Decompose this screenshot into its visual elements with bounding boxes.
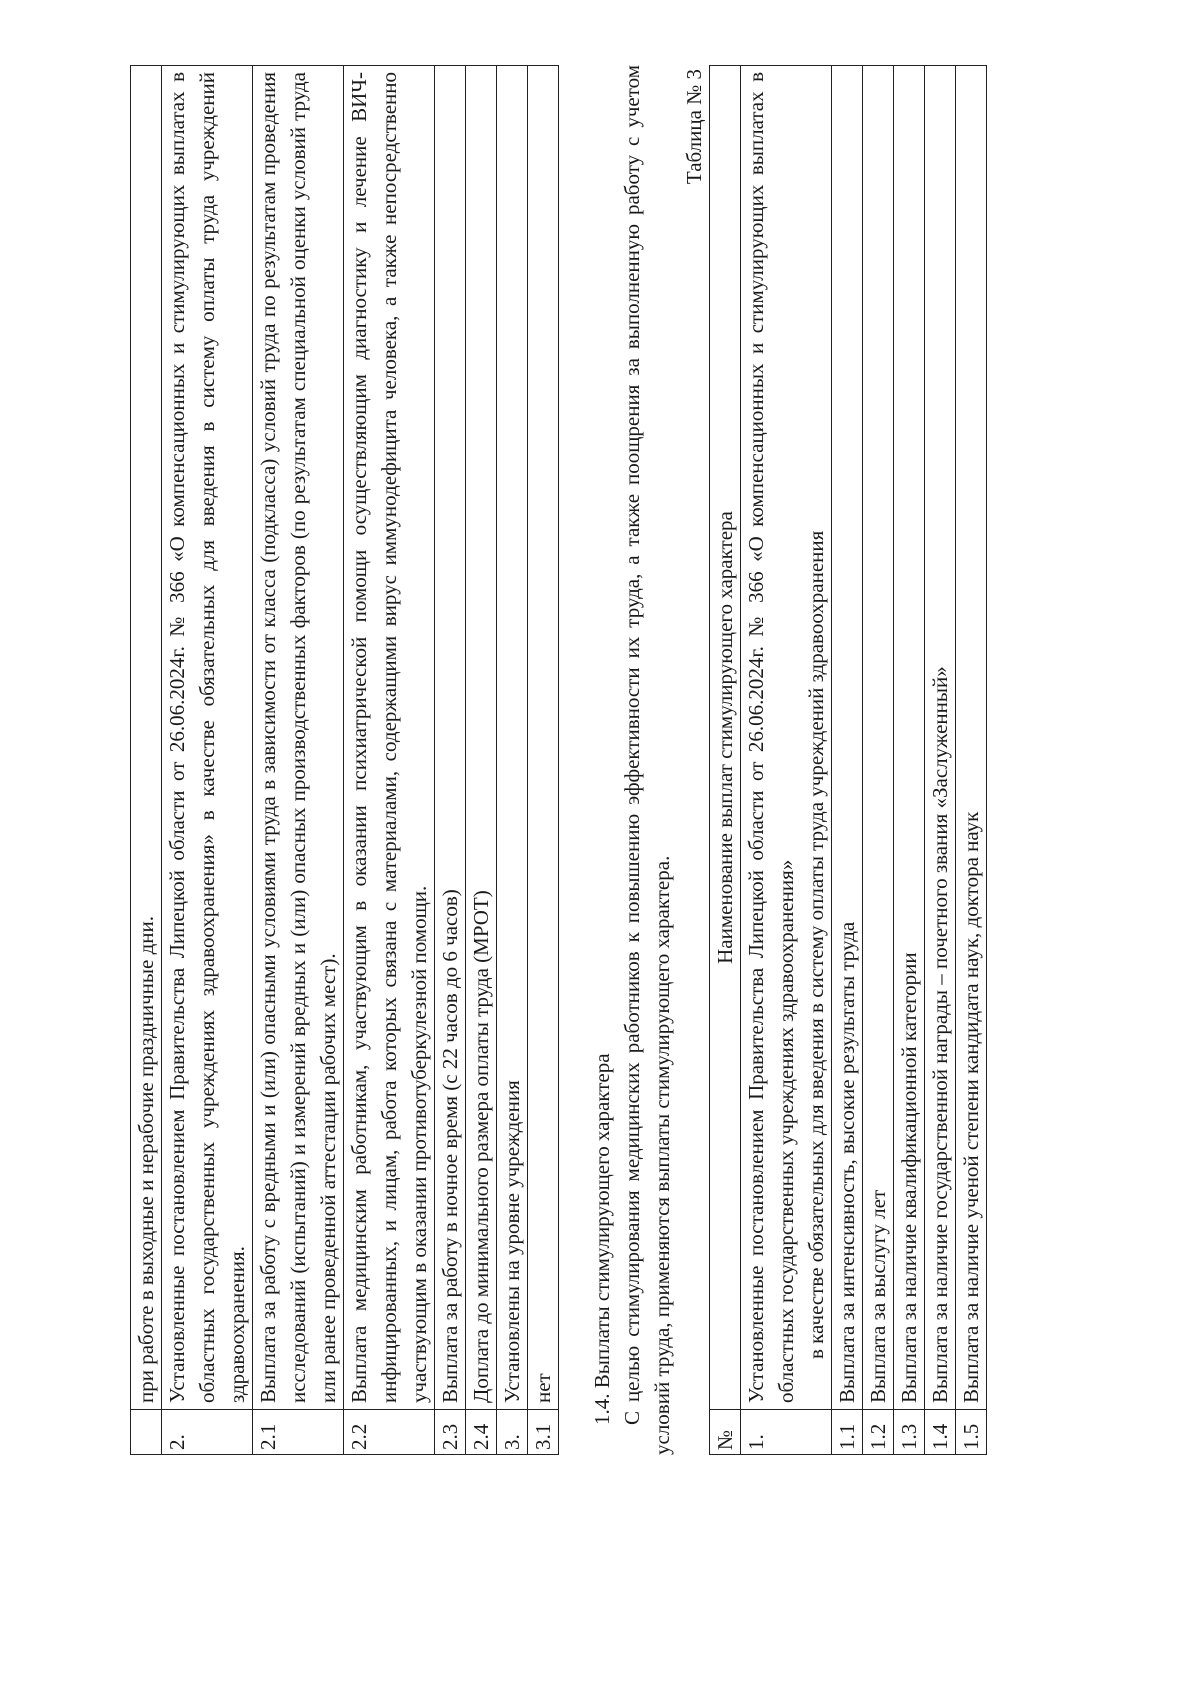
row-number: 2.4 (466, 1410, 497, 1455)
row-number: 2.3 (435, 1410, 466, 1455)
row-text: Выплата за выслугу лет (863, 66, 894, 1410)
header-name: Наименование выплат стимулирующего характера (710, 66, 741, 1410)
row-text: Выплата за наличие ученой степени кандидата наук, доктора наук (956, 66, 987, 1410)
table-row (832, 66, 863, 1455)
table-row (253, 66, 344, 1455)
table-row (863, 66, 894, 1455)
row-number: 1.4 (925, 1410, 956, 1455)
table-row (741, 66, 832, 1455)
row-number: 2.1 (253, 1410, 344, 1455)
row-text (741, 66, 832, 1410)
row-text: Выплата за наличие государственной награды – почетного звания «Заслуженный» (925, 66, 956, 1410)
table-row (528, 66, 559, 1455)
table-row (466, 66, 497, 1455)
table-caption: Таблица № 3 (682, 69, 706, 185)
row-text: Доплата до минимального размера оплаты труда (МРОТ) (466, 66, 497, 1410)
section-intro: С целью стимулирования медицинских работников к повышению эффективности их труда, а также поощрения за выполненную работу с учетом условий труда, применяются выплаты стимулирующего характера. (620, 65, 674, 1455)
row-text: Выплата за работу с вредными и (или) опасными условиями труда в зависимости от класса (подкласса) условий труда по результатам проведения исследований (испытаний) и измерений вредных и (или) опасных производственных факторов (по результатам специальной оценки условий труда или ранее проведенной аттестации рабочих мест). (253, 66, 344, 1410)
row-number (131, 1410, 162, 1455)
row-text: Установленные постановлением Правительства Липецкой области от 26.06.2024г. № 366 «О компенсационных и стимулирующих выплатах в областных государственных учреждениях здравоохранения» в качестве обязательных для введения в систему оплаты труда учреждений здравоохранения. (162, 66, 253, 1410)
row-text: Выплата за интенсивность, высокие результаты труда (832, 66, 863, 1410)
incentive-payments-table (709, 65, 987, 1455)
table-header-row (710, 66, 741, 1455)
row-number: 1.5 (956, 1410, 987, 1455)
rotated-content (130, 65, 983, 1455)
row-text: Выплата за наличие квалификационной категории (894, 66, 925, 1410)
table-row (131, 66, 162, 1455)
table-row (497, 66, 528, 1455)
row-text: Выплата медицинским работникам, участвующим в оказании психиатрической помощи осуществляющим диагностику и лечение ВИЧ-инфицированных, и лицам, работа которых связана с материалами, содержащими вирус иммунодефицита человека, а также непосредственно участвующим в оказании противотуберкулезной помощи. (344, 66, 435, 1410)
row-number: 3.1 (528, 1410, 559, 1455)
table-row (435, 66, 466, 1455)
table-row (894, 66, 925, 1455)
table-row (956, 66, 987, 1455)
row-number: 1.1 (832, 1410, 863, 1455)
row-number: 1.3 (894, 1410, 925, 1455)
header-number: № (710, 1410, 741, 1455)
compensation-payments-table (130, 65, 559, 1455)
row-text-continuation: в качестве обязательных для введения в систему оплаты труда учреждений здравоохранения (804, 530, 828, 1359)
table-row (344, 66, 435, 1455)
section-title: 1.4. Выплаты стимулирующего характера (590, 1053, 614, 1425)
row-text: Установлены на уровне учреждения (497, 66, 528, 1410)
row-number: 3. (497, 1410, 528, 1455)
row-text: нет (528, 66, 559, 1410)
row-text: при работе в выходные и нерабочие праздничные дни. (131, 66, 162, 1410)
row-number: 2.2 (344, 1410, 435, 1455)
row-text: Выплата за работу в ночное время (с 22 часов до 6 часов) (435, 66, 466, 1410)
row-number: 1.2 (863, 1410, 894, 1455)
row-number: 1. (741, 1410, 832, 1455)
row-text-part: Установленные постановлением Правительства Липецкой области от 26.06.2024г. № 366 «О компенсационных и стимулирующих выплатах в областных государственных учреждениях здравоохранения» (744, 72, 798, 1403)
table-row (162, 66, 253, 1455)
row-number: 2. (162, 1410, 253, 1455)
table-row (925, 66, 956, 1455)
